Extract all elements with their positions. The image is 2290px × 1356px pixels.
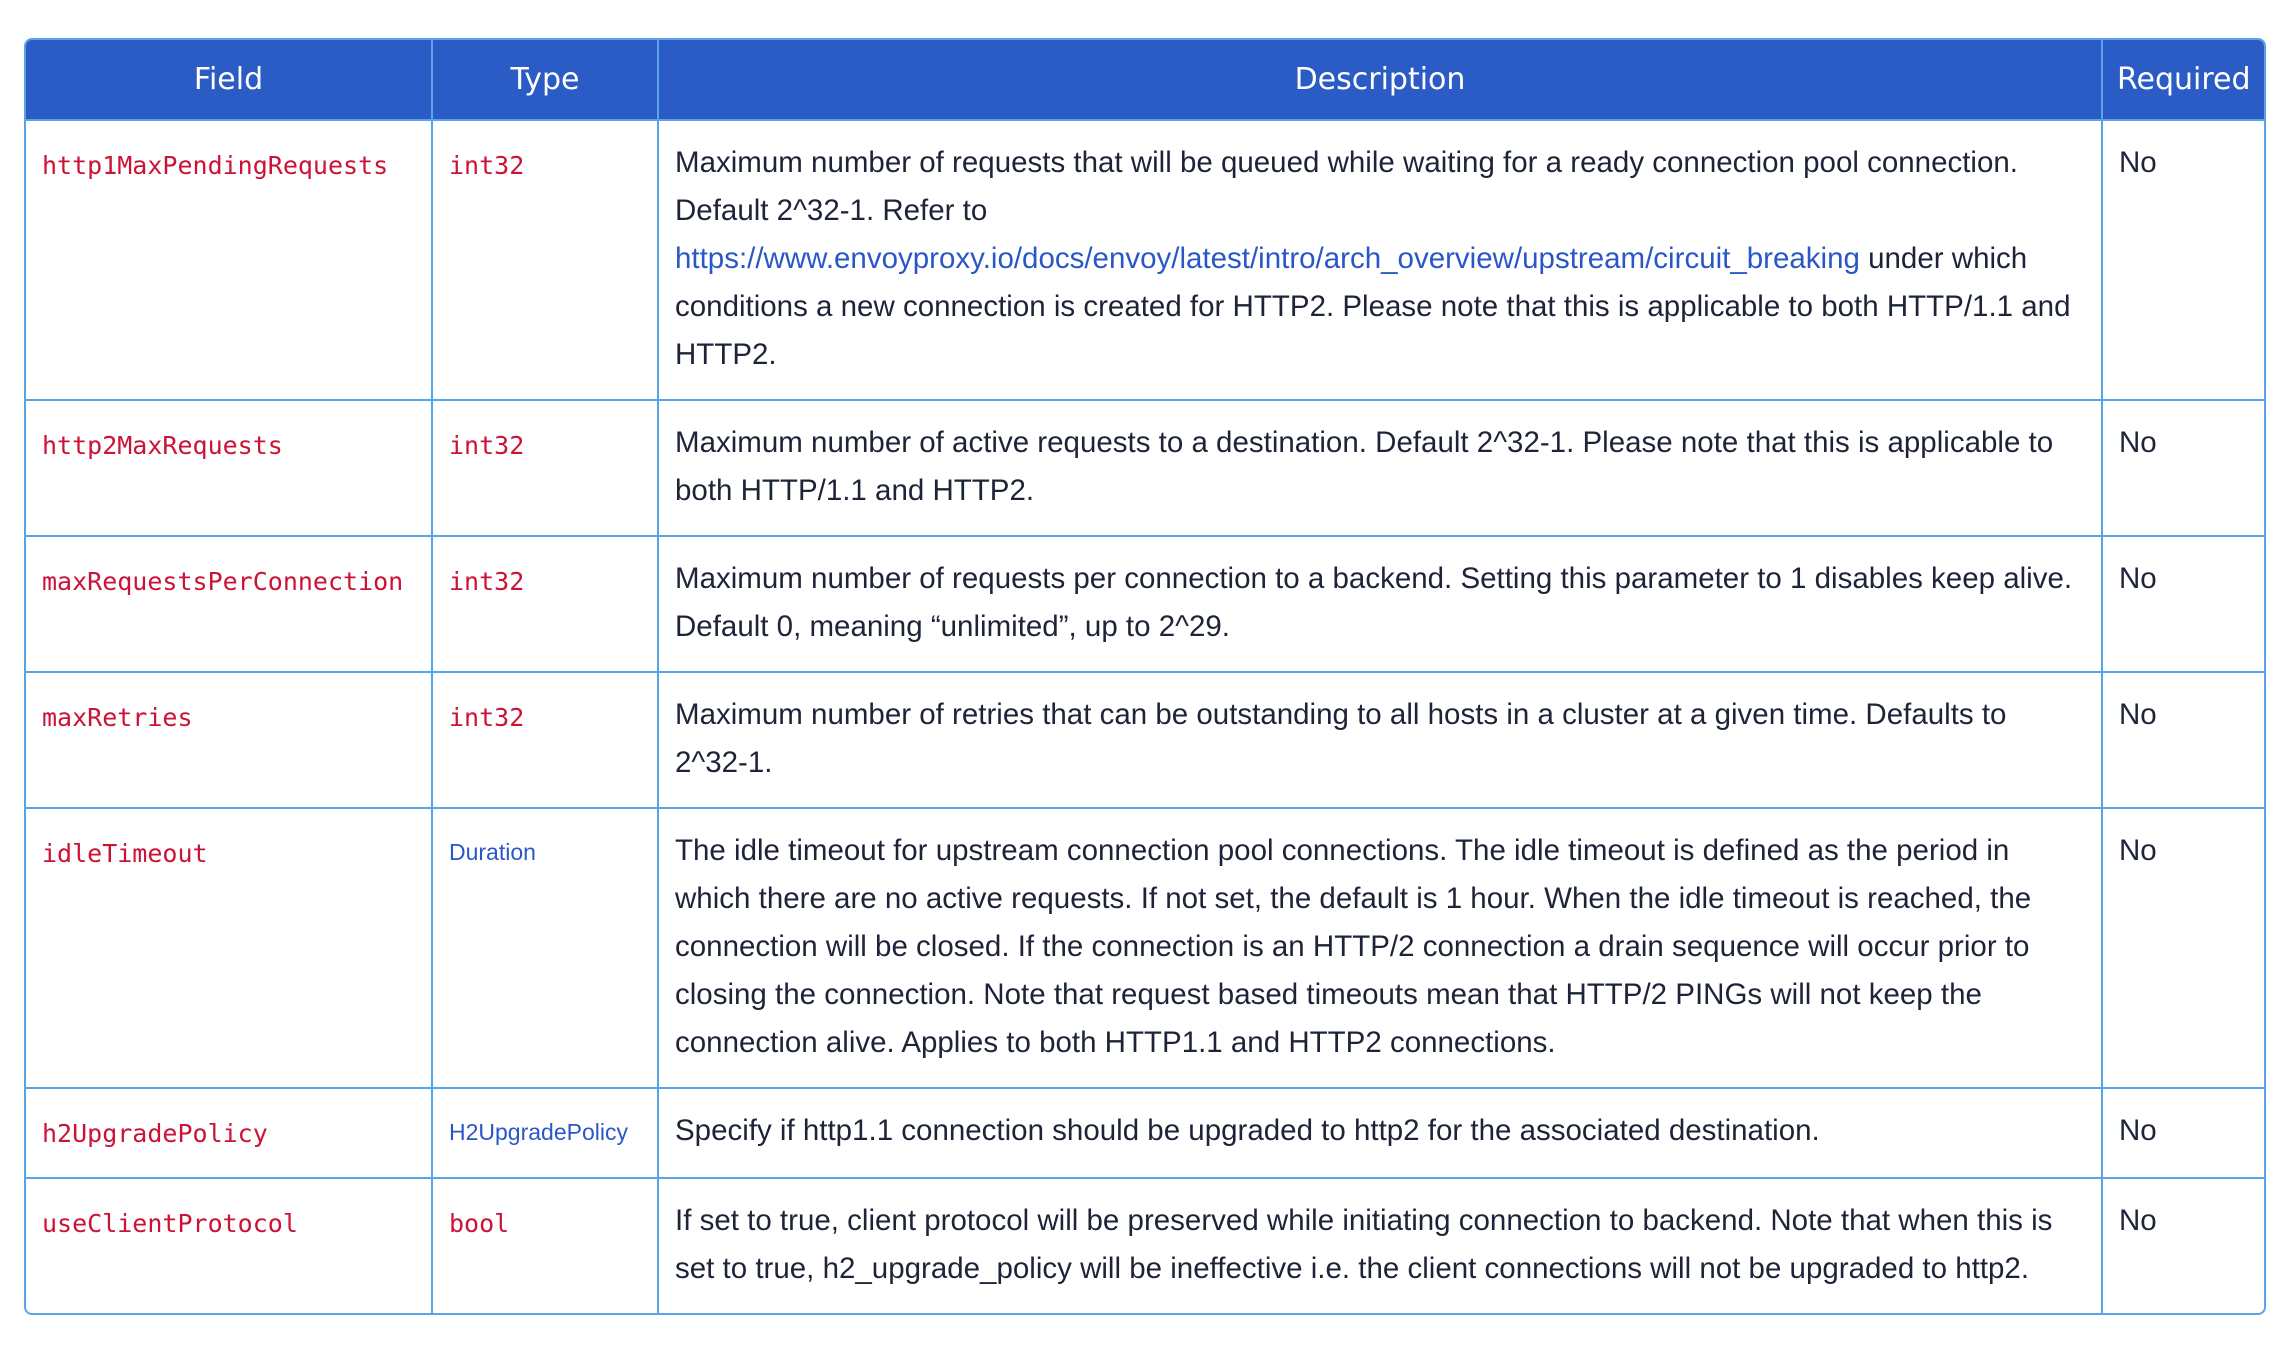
required-cell: No — [2102, 672, 2264, 808]
field-name-cell: h2UpgradePolicy — [26, 1088, 432, 1178]
h2-upgrade-policy-type-link[interactable]: H2UpgradePolicy — [449, 1119, 628, 1145]
header-row — [26, 40, 2264, 120]
field-name-cell: maxRetries — [26, 672, 432, 808]
column-header-field: Field — [26, 40, 432, 120]
table-row — [26, 1178, 2264, 1313]
fields-table — [26, 40, 2264, 1313]
description-cell: Maximum number of active requests to a destination. Default 2^32-1. Please note that this is applicable to both HTTP/1.1 and HTTP2. — [658, 400, 2102, 536]
description-text: Maximum number of requests that will be queued while waiting for a ready connection pool connection. Default 2^32-1. Refer to — [675, 146, 2018, 227]
required-cell: No — [2102, 536, 2264, 672]
type-cell — [432, 400, 658, 536]
table-header — [26, 40, 2264, 120]
required-cell: No — [2102, 400, 2264, 536]
description-cell: Maximum number of requests per connection to a backend. Setting this parameter to 1 disables keep alive. Default 0, meaning “unlimited”, up to 2^29. — [658, 536, 2102, 672]
column-header-type: Type — [432, 40, 658, 120]
duration-type-link[interactable]: Duration — [449, 839, 536, 865]
required-cell: No — [2102, 808, 2264, 1088]
table-row — [26, 672, 2264, 808]
description-text: under which conditions a new connection is created for HTTP2. Please note that this is applicable to both HTTP/1.1 and HTTP2. — [675, 242, 2071, 371]
type-value: int32 — [449, 431, 525, 460]
column-header-description: Description — [658, 40, 2102, 120]
connection-pool-fields-table — [24, 38, 2266, 1315]
table-row — [26, 536, 2264, 672]
type-value: int32 — [449, 567, 525, 596]
description-cell: The idle timeout for upstream connection pool connections. The idle timeout is defined as the period in which there are no active requests. If not set, the default is 1 hour. When the idle timeout is reached, the connection will be closed. If the connection is an HTTP/2 connection a drain sequence will occur prior to closing the connection. Note that request based timeouts mean that HTTP/2 PINGs will not keep the connection alive. Applies to both HTTP1.1 and HTTP2 connections. — [658, 808, 2102, 1088]
type-cell — [432, 672, 658, 808]
type-cell — [432, 808, 658, 1088]
table-row — [26, 1088, 2264, 1178]
type-value: bool — [449, 1209, 510, 1238]
field-name-cell: idleTimeout — [26, 808, 432, 1088]
description-cell — [658, 120, 2102, 400]
type-cell — [432, 1088, 658, 1178]
type-value: int32 — [449, 151, 525, 180]
type-value: int32 — [449, 703, 525, 732]
required-cell: No — [2102, 120, 2264, 400]
table-row — [26, 808, 2264, 1088]
field-name-cell: maxRequestsPerConnection — [26, 536, 432, 672]
field-name-cell: http2MaxRequests — [26, 400, 432, 536]
table-body — [26, 120, 2264, 1313]
type-cell — [432, 1178, 658, 1313]
description-cell: Specify if http1.1 connection should be upgraded to http2 for the associated destination. — [658, 1088, 2102, 1178]
circuit-breaking-doc-link[interactable]: https://www.envoyproxy.io/docs/envoy/latest/intro/arch_overview/upstream/circuit_breaking — [675, 242, 1860, 275]
type-cell — [432, 536, 658, 672]
table-row — [26, 120, 2264, 400]
column-header-required: Required — [2102, 40, 2264, 120]
description-cell: If set to true, client protocol will be preserved while initiating connection to backend. Note that when this is set to true, h2_upgrade_policy will be ineffective i.e. the client connections will not be upgraded to http2. — [658, 1178, 2102, 1313]
required-cell: No — [2102, 1088, 2264, 1178]
required-cell: No — [2102, 1178, 2264, 1313]
type-cell — [432, 120, 658, 400]
table-row — [26, 400, 2264, 536]
field-name-cell: useClientProtocol — [26, 1178, 432, 1313]
field-name-cell: http1MaxPendingRequests — [26, 120, 432, 400]
description-cell: Maximum number of retries that can be outstanding to all hosts in a cluster at a given time. Defaults to 2^32-1. — [658, 672, 2102, 808]
